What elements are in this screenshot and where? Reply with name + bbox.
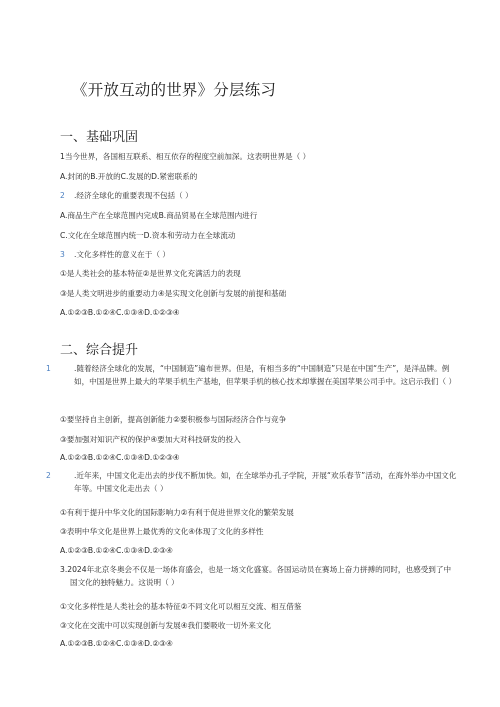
question-text: .随着经济全球化的发展，“中国制造”遍布世界。但是，有相当多的“中国制造”只是在中国“生产”，是洋品牌。例如，中国是世界上最大的苹果手机生产基地，但苹果手机的核心技术却掌握在美国苹果公司手中。这启示我们（ ）	[74, 364, 457, 386]
question-number: 3	[60, 250, 65, 259]
section-heading-basic: 一、基础巩固	[60, 130, 139, 145]
advanced-q2-stem	[46, 469, 459, 495]
basic-q3-statements-2: ③是人类文明进步的重要动力④是实现文化创新与发展的前提和基础	[60, 289, 287, 298]
basic-q3-options: A.①②③B.①②④C.①③④D.①②③④	[60, 308, 180, 317]
advanced-q1-stem	[46, 362, 459, 388]
section-heading-advanced: 二、综合提升	[60, 343, 139, 358]
basic-q2-stem	[60, 189, 445, 202]
advanced-q1-statements-2: ③要加强对知识产权的保护④要加大对科技研发的投入	[60, 435, 241, 444]
basic-q3-statements-1: ①是人类社会的基本特征②是世界文化充满活力的表现	[60, 269, 241, 278]
advanced-q1-statements-1: ①要坚持自主创新，提高创新能力②要积极参与国际经济合作与竞争	[60, 415, 287, 424]
advanced-q3-statements-2: ③文化在交流中可以实现创新与发展④我们要吸收一切外来文化	[60, 621, 272, 630]
question-number: 2	[60, 191, 65, 200]
basic-q3-stem	[60, 248, 445, 261]
basic-q2-options-2: C.文化在全球范围内统一D.资本和劳动力在全球流动	[60, 231, 236, 240]
question-text: .文化多样性的意义在于（ ）	[74, 250, 170, 259]
advanced-q3-options: A.①②③B.①②④C.①③④D.②③④	[60, 639, 173, 648]
advanced-q2-statements-2: ③表明中华文化是世界上最优秀的文化④体现了文化的多样性	[60, 527, 264, 536]
question-number: 1	[46, 364, 51, 373]
advanced-q3-statements-1: ①文化多样性是人类社会的基本特征②不同文化可以相互交流、相互借鉴	[60, 602, 302, 611]
question-number: 2	[46, 471, 51, 480]
question-text: .经济全球化的重要表现不包括（ ）	[74, 191, 193, 200]
document-title: 《开放互动的世界》分层练习	[72, 81, 277, 99]
advanced-q2-statements-1: ①有利于提升中华文化的国际影响力②有利于促进世界文化的繁荣发展	[60, 508, 294, 517]
basic-q2-options-1: A.商品生产在全球范围内完成B.商品贸易在全球范围内进行	[60, 211, 258, 220]
advanced-q2-options: A.①②③B.①②④C.①③④D.②③④	[60, 546, 173, 555]
basic-q1-options: A.封闭的B.开放的C.发展的D.紧密联系的	[60, 172, 198, 181]
basic-q1-stem: 1当今世界，各国相互联系、相互依存的程度空前加深。这表明世界是（ ）	[60, 152, 311, 161]
question-text: .近年来，中国文化走出去的步伐不断加快。如，在全球举办孔子学院，开展“欢乐春节”活动，在海外举办中国文化年等。中国文化走出去（ ）	[74, 471, 457, 493]
advanced-q1-options: A.①②③B.①②④C.①③④D.①②③④	[60, 453, 180, 462]
advanced-q3-stem: 3.2024年北京冬奥会不仅是一场体育盛会，也是一场文化盛宴。各国运动员在赛场上奋力拼搏的同时，也感受到了中国文化的独特魅力。这说明（ ）	[60, 565, 452, 587]
